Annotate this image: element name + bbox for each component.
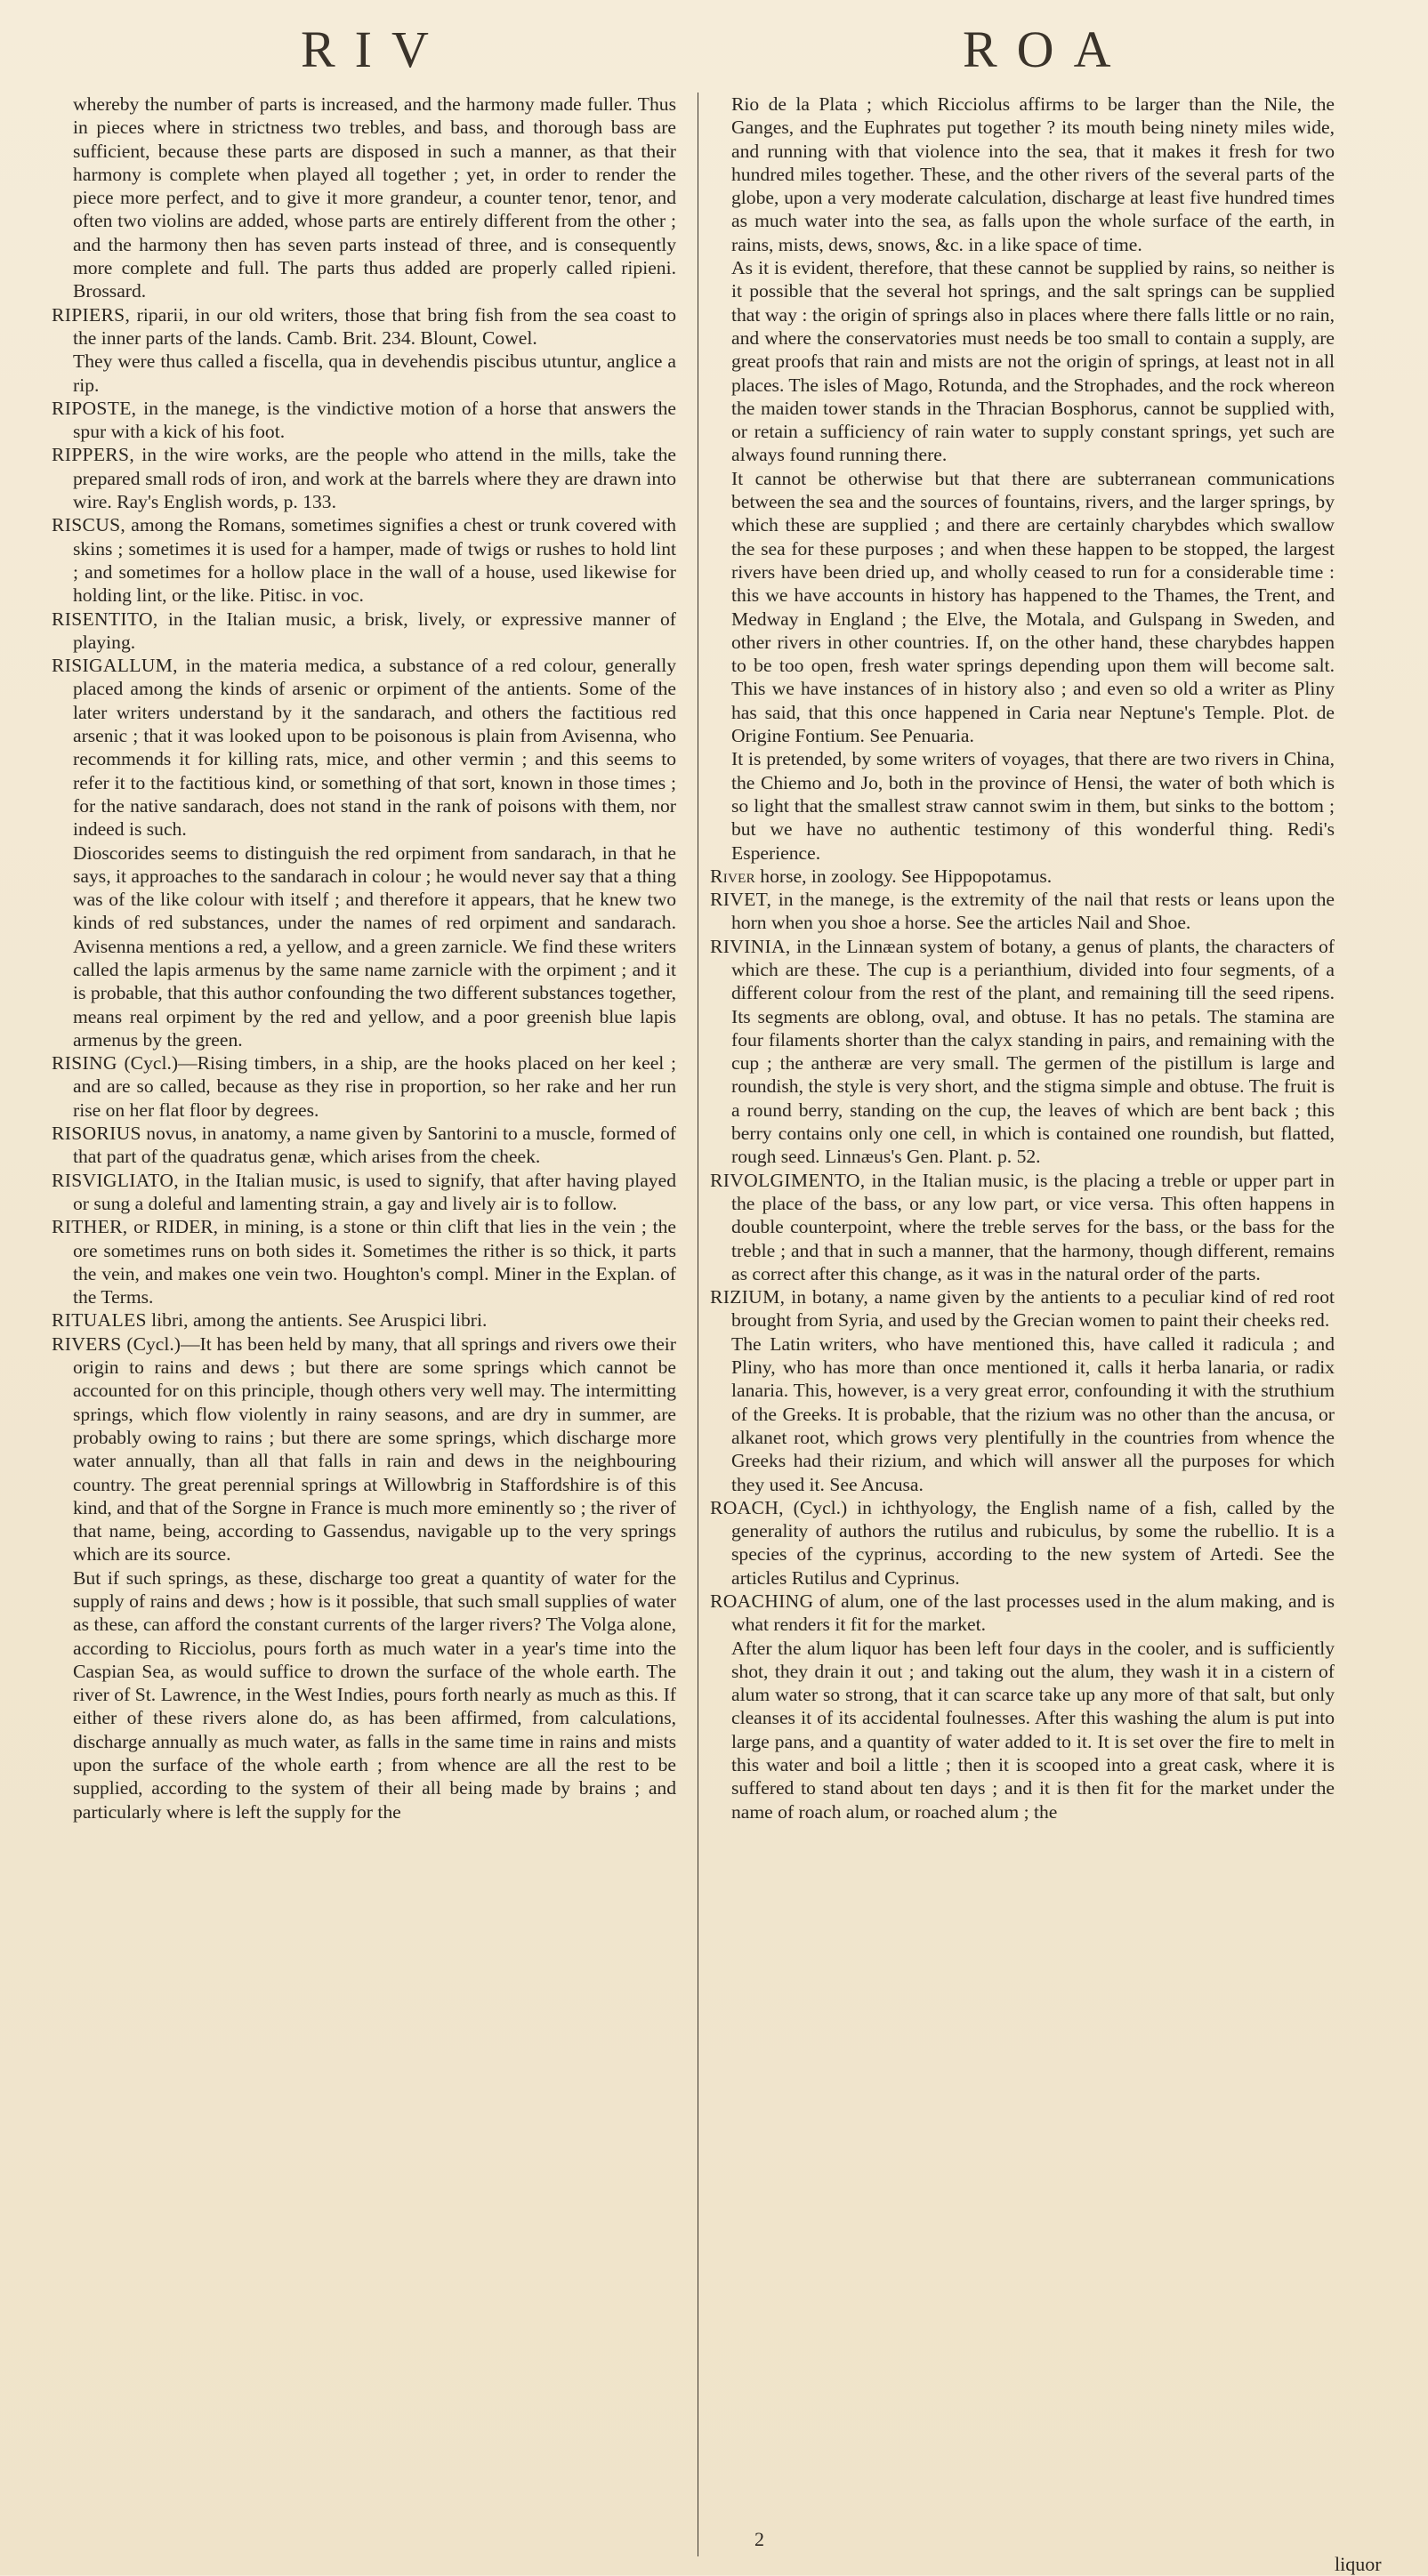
continuation-paragraph: But if such springs, as these, discharge too great a quantity of water for the supply of rains and dews ; how is it possible, that such small supplies of water as these, can afford the constant currents of the larger rivers? The Volga alone, according to Ricciolus, pours forth as much water in a year's time into the Caspian Sea, as would suffice to drown the surface of the whole earth. The river of St. Lawrence, in the West Indies, pours forth nearly as much as this. If either of these rivers alone do, as has been affirmed, from calculations, discharge annually as much water, as falls in the same time in rains and mists upon the surface of the whole earth ; from whence are all the rest to be supplied, according to the system of their all being made by brains ; and particularly where is left the supply for the bbox=[73, 1566, 676, 1823]
dictionary-entry bbox=[710, 1590, 1335, 1637]
dictionary-entry bbox=[52, 654, 676, 841]
left-column bbox=[52, 93, 676, 2530]
entry-term: RISVIGLIATO, bbox=[52, 1169, 179, 1191]
entry-body: in the wire works, are the people who attend in the mills, take the prepared small rods of iron, and work at the barrels where they are drawn into wire. Ray's English words, p. 133. bbox=[73, 444, 676, 513]
running-head-left: RIV bbox=[301, 20, 448, 78]
entry-body: libri, among the antients. See Aruspici libri. bbox=[146, 1309, 488, 1332]
entry-term: River bbox=[710, 865, 755, 887]
entry-term: RITHER, bbox=[52, 1216, 128, 1238]
entry-body: in the Italian music, is the placing a treble or upper part in the place of the bass, or any low part, or vice versa. This often happens in double counterpoint, where the treble serves for the bass, or the bass for the treble ; and that in such a manner, that the harmony, though different, remains as correct after this change, as it was in the natural order of the parts. bbox=[731, 1169, 1335, 1284]
continuation-paragraph: whereby the number of parts is increased, and the harmony made fuller. Thus in pieces where in strictness two trebles, and bass, and thorough bass are sufficient, because these parts are disposed in such a manner, as that their harmony is complete when played all together ; yet, in order to render the piece more perfect, and to give it more grandeur, a counter tenor, tenor, and often two violins are added, whose parts are entirely different from the other ; and the harmony then has seven parts instead of three, and is consequently more complete and full. The parts thus added are properly called ripieni. Brossard. bbox=[73, 93, 676, 302]
entry-term: RITUALES bbox=[52, 1309, 147, 1332]
entry-term: RISORIUS bbox=[52, 1123, 141, 1145]
entry-body: in the Linnæan system of botany, a genus of plants, the characters of which are these. The cup is a perianthium, divided into four segments, of a different colour from the rest of the plant, and remaining till the seed ripens. Its segments are oblong, oval, and obtuse. It has no petals. The stamina are four filaments shorter than the calyx standing in pairs, and remaining with the cup ; the antheræ are very small. The germen of the pistillum is large and roundish, the style is very short, and the stigma simple and obtuse. The fruit is a round berry, standing on the cup, the leaves of which are bent back ; this berry contains only one cell, in which is contained one roundish, but flatted, rough seed. Linnæus's Gen. Plant. p. 52. bbox=[731, 935, 1335, 1168]
entry-body: in the materia medica, a substance of a red colour, generally placed among the kinds of arsenic or orpiment of the antients. Some of the later writers understand by it the sandarach, and others the factitious red arsenic ; that it was looked upon to be poisonous is plain from Avisenna, who recommends it for killing rats, mice, and other vermin ; and this seems to refer it to the factitious kind, or something of that sort, known in those times ; for the native sandarach, does not stand in the rank of poisons with them, nor indeed is such. bbox=[73, 655, 676, 841]
entry-body: (Cycl.)—Rising timbers, in a ship, are the hooks placed on her keel ; and are so called, because as they rise in proportion, so her rake and her run rise on her flat floor by degrees. bbox=[73, 1052, 676, 1121]
entry-body: in botany, a name given by the antients to a peculiar kind of red root brought from Syria, and used by the Grecian women to paint their cheeks red. bbox=[731, 1286, 1335, 1332]
entry-term: RIPIERS, bbox=[52, 303, 131, 326]
dictionary-entry bbox=[52, 1215, 676, 1308]
dictionary-entry bbox=[52, 1169, 676, 1216]
entry-body: in the Italian music, is used to signify, that after having played or sung a doleful and lamenting strain, a gay and lively air is to follow. bbox=[73, 1169, 676, 1214]
entry-body: horse, in zoology. See Hippopotamus. bbox=[754, 865, 1053, 887]
entry-body: in the manege, is the vindictive motion of a horse that answers the spur with a kick of his foot. bbox=[73, 397, 676, 443]
entry-term: RISING bbox=[52, 1052, 117, 1075]
continuation-paragraph: Rio de la Plata ; which Ricciolus affirms to be larger than the Nile, the Ganges, and the Euphrates put together ? its mouth being ninety miles wide, and running with that violence into the sea, that it makes it fresh for two hundred miles together. These, and the other rivers of the several parts of the globe, upon a very moderate calculation, discharge at least five hundred times as much water into the sea, as falls upon the whole surface of the earth, in rains, mists, dews, snows, &c. in a like space of time. bbox=[731, 93, 1335, 255]
continuation-paragraph: It cannot be otherwise but that there are subterranean communications between the sea and the sources of fountains, rivers, and the larger springs, by which these are supplied ; and there are certainly charybdes which swallow the sea for these purposes ; and when these happen to be stopped, the largest rivers have been dried up, and wholly ceased to run for a considerable time : this we have accounts in history has happened to the Thames, the Trent, and Medway in England ; the Elve, the Motala, and Gulspang in Sweden, and other rivers in other countries. If, on the other hand, these charybdes happen to be too open, fresh water springs depending upon them will become salt. This we have instances of in history also ; and even so old a writer as Pliny has said, that this once happened in Caria near Neptune's Temple. Plot. de Origine Fontium. See Penuaria. bbox=[731, 467, 1335, 747]
entry-body: among the Romans, sometimes signifies a chest or trunk covered with skins ; sometimes it is used for a hamper, made of twigs or rushes to hold lint ; and sometimes for a hollow place in the wall of a house, used likewise for holding lint, or the like. Pitisc. in voc. bbox=[73, 514, 676, 607]
entry-body: (Cycl.)—It has been held by many, that all springs and rivers owe their origin to rains and dews ; but there are some springs which cannot be accounted for on this principle, though others very well may. The intermitting springs, which flow violently in rainy seasons, and are dry in summer, are probably owing to rains ; but there are some springs, which discharge more water annually, than all that falls in rain and dews in the neighbouring country. The great perennial springs at Willowbrig in Staffordshire is of this kind, and that of the Sorgne in France is much more eminently so ; the river of that name, being, according to Gassendus, navigable up to the very springs which are its source. bbox=[73, 1332, 676, 1566]
dictionary-entry bbox=[710, 1285, 1335, 1332]
entry-term: RIVET, bbox=[710, 889, 772, 911]
entry-term: ROACHING bbox=[710, 1590, 814, 1612]
entry-term: RIVINIA, bbox=[710, 935, 791, 957]
entry-term: RIPPERS, bbox=[52, 444, 135, 466]
dictionary-entry bbox=[52, 1308, 676, 1332]
continuation-paragraph: They were thus called a fiscella, qua in devehendis piscibus utuntur, anglice a rip. bbox=[73, 350, 676, 396]
dictionary-entry bbox=[52, 1122, 676, 1169]
entry-body: in the manege, is the extremity of the nail that rests or leans upon the horn when you shoe a horse. See the articles Nail and Shoe. bbox=[731, 889, 1335, 934]
entry-body: riparii, in our old writers, those that bring fish from the sea coast to the inner parts of the lands. Camb. Brit. 234. Blount, Cowel. bbox=[73, 303, 676, 349]
dictionary-entry bbox=[52, 443, 676, 513]
continuation-paragraph: The Latin writers, who have mentioned this, have called it radicula ; and Pliny, who has more than once mentioned it, calls it herba lanaria, or radix lanaria. This, however, is a very great error, confounding it with the struthium of the Greeks. It is probable, that the rizium was no other than the ancusa, or alkanet root, which grows very plentifully in the countries from whence the Greeks had their rizium, and which will answer all the purposes for which they used it. See Ancusa. bbox=[731, 1332, 1335, 1495]
entry-body: in the Italian music, a brisk, lively, or expressive manner of playing. bbox=[73, 608, 676, 653]
entry-term: RISIGALLUM, bbox=[52, 655, 178, 677]
dictionary-entry bbox=[710, 1496, 1335, 1590]
entry-term: ROACH, bbox=[710, 1496, 784, 1518]
dictionary-entry bbox=[52, 513, 676, 607]
catchword: liquor bbox=[1335, 2553, 1382, 2575]
entry-body: novus, in anatomy, a name given by Santorini to a muscle, formed of that part of the quadratus genæ, which arises from the cheek. bbox=[73, 1123, 676, 1168]
dictionary-entry bbox=[52, 303, 676, 350]
dictionary-entry bbox=[52, 1051, 676, 1122]
continuation-paragraph: It is pretended, by some writers of voyages, that there are two rivers in China, the Chiemo and Jo, both in the province of Hensi, the water of both which is so light that the smallest straw cannot swim in them, but sinks to the bottom ; but we have no authentic testimony of this wonderful thing. Redi's Esperience. bbox=[731, 748, 1335, 864]
entry-term: RIPOSTE, bbox=[52, 397, 137, 419]
signature-mark: 2 bbox=[754, 2528, 764, 2550]
entry-body: of alum, one of the last processes used in the alum making, and is what renders it fit for the market. bbox=[731, 1590, 1335, 1636]
continuation-paragraph: After the alum liquor has been left four days in the cooler, and is sufficiently shot, they drain it out ; and taking out the alum, they wash it in a cistern of alum water so strong, that it can scarce take up any more of that salt, but only cleanses it of its accidental foulnesses. After this washing the alum is put into large pans, and a quantity of water added to it. It is set over the fire to melt in this water and boil a little ; then it is scooped into a great cask, where it is suffered to stand about ten days ; and it is then fit for the market under the name of roach alum, or roached alum ; the bbox=[731, 1637, 1335, 1823]
entry-term: RIVOLGIMENTO, bbox=[710, 1169, 866, 1191]
dictionary-entry bbox=[52, 397, 676, 444]
right-column bbox=[710, 93, 1335, 2530]
entry-term: RIZIUM, bbox=[710, 1286, 786, 1308]
entry-term: RIVERS bbox=[52, 1332, 122, 1355]
dictionary-entry bbox=[710, 865, 1335, 888]
entry-term: RISENTITO, bbox=[52, 608, 158, 630]
running-head-right: ROA bbox=[963, 20, 1131, 78]
dictionary-entry bbox=[710, 888, 1335, 935]
dictionary-entry bbox=[52, 1332, 676, 1566]
entry-body: or RIDER, in mining, is a stone or thin clift that lies in the vein ; the ore sometimes runs on both sides it. Sometimes the rither is so thick, it parts the vein, and makes one vein two. Houghton's compl. Miner in the Explan. of the Terms. bbox=[73, 1216, 676, 1308]
continuation-paragraph: As it is evident, therefore, that these cannot be supplied by rains, so neither is it possible that the several hot springs, and the salt springs can be supplied that way : the origin of springs also in places where there falls little or no rain, and where the conservatories must needs be too small to contain a supply, are great proofs that rain and mists are not the origin of springs, at least not in all places. The isles of Mago, Rotunda, and the Strophades, and the rock whereon the maiden tower stands in the Thracian Bosphorus, cannot be supplied with, or retain a sufficiency of rain water to supply constant springs, yet such are always found running there. bbox=[731, 257, 1335, 466]
dictionary-entry bbox=[710, 935, 1335, 1169]
entry-body: (Cycl.) in ichthyology, the English name of a fish, called by the generality of authors the rutilus and rubiculus, by some the rubellio. It is a species of the cyprinus, according to the new system of Artedi. See the articles Rutilus and Cyprinus. bbox=[731, 1496, 1335, 1589]
entry-term: RISCUS, bbox=[52, 514, 126, 536]
continuation-paragraph: Dioscorides seems to distinguish the red orpiment from sandarach, in that he says, it approaches to the sandarach in colour ; he would never say that a thing was of the like colour with itself ; and therefore it appears, that he knew two kinds of red substances, under the names of red orpiment and sandarach. Avisenna mentions a red, a yellow, and a green zarnicle. We find these writers called the lapis armenus by the same name zarnicle with the orpiment ; and it is probable, that this author confounding the two different substances together, means real orpiment by the red and yellow, and a poor greenish blue lapis armenus by the green. bbox=[73, 841, 676, 1051]
dictionary-entry bbox=[710, 1169, 1335, 1285]
dictionary-entry bbox=[52, 608, 676, 655]
